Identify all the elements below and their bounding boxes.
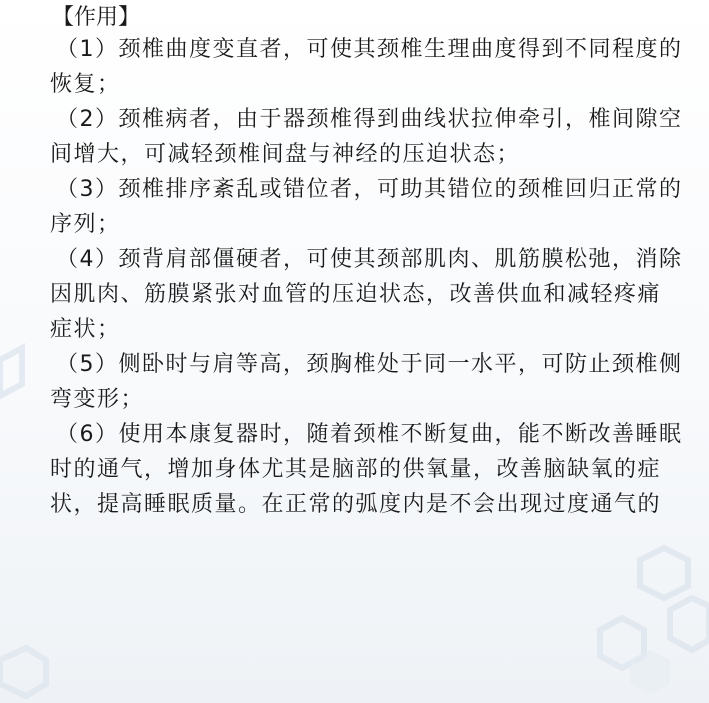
paragraph-line: 时的通气，增加身体尤其是脑部的供氧量，改善脑缺氧的症 xyxy=(50,457,662,482)
paragraph-6 xyxy=(52,417,682,522)
paragraph-line: （5）侧卧时与肩等高，颈胸椎处于同一水平，可防止颈椎侧 xyxy=(56,352,683,377)
paragraph-line: （2）颈椎病者，由于器颈椎得到曲线状拉伸牵引，椎间隙空 xyxy=(56,107,683,132)
paragraph-3 xyxy=(52,172,682,242)
paragraph-2 xyxy=(52,102,682,172)
paragraph-line: 弯变形； xyxy=(50,387,145,412)
paragraph-line: 因肌肉、筋膜紧张对血管的压迫状态，改善供血和减轻疼痛 xyxy=(50,282,662,307)
paragraph-line: 间增大，可减轻颈椎间盘与神经的压迫状态； xyxy=(50,142,521,167)
document-body xyxy=(52,4,682,522)
paragraph-line: 状，提高睡眠质量。在正常的弧度内是不会出现过度通气的 xyxy=(50,492,662,517)
paragraph-1 xyxy=(52,32,682,102)
paragraph-line: 恢复； xyxy=(50,72,121,97)
paragraph-4 xyxy=(52,242,682,347)
paragraph-line: 症状； xyxy=(50,317,121,342)
paragraph-line: （6）使用本康复器时，随着颈椎不断复曲，能不断改善睡眠 xyxy=(56,422,683,447)
paragraph-line: 序列； xyxy=(50,212,121,237)
section-heading: 【作用】 xyxy=(52,5,141,30)
paragraph-line: （4）颈背肩部僵硬者，可使其颈部肌肉、肌筋膜松弛，消除 xyxy=(56,247,683,272)
paragraph-line: （1）颈椎曲度变直者，可使其颈椎生理曲度得到不同程度的 xyxy=(56,37,683,62)
paragraph-5 xyxy=(52,347,682,417)
paragraph-line: （3）颈椎排序紊乱或错位者，可助其错位的颈椎回归正常的 xyxy=(56,177,683,202)
